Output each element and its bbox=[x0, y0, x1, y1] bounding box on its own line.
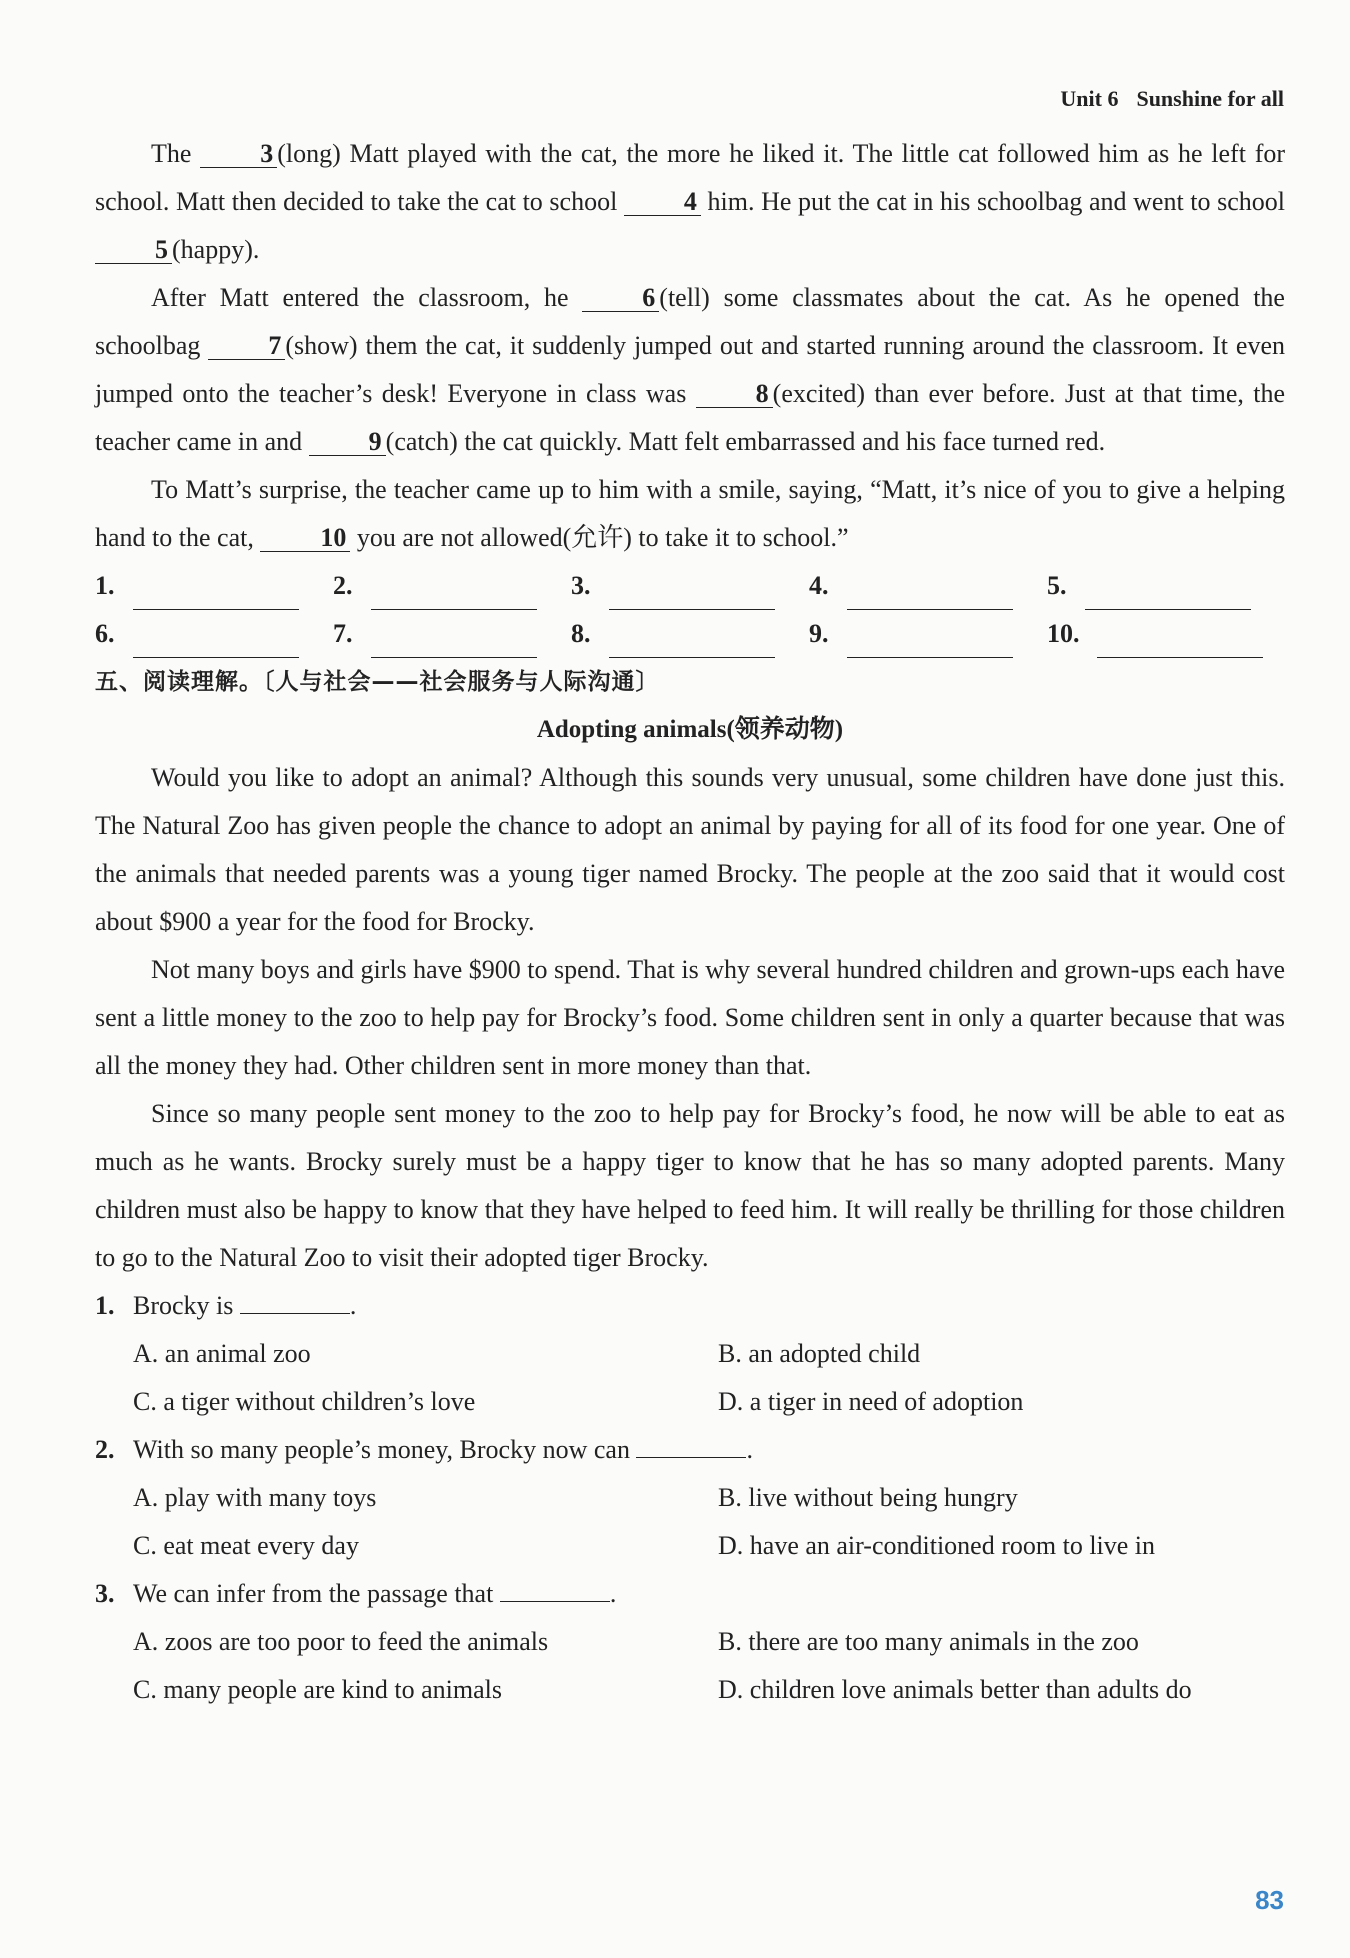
question-end: . bbox=[746, 1435, 753, 1464]
text: (catch) the cat quickly. Matt felt embarrassed and his face turned red. bbox=[385, 427, 1106, 456]
answer-number: 7. bbox=[333, 619, 353, 648]
text: The bbox=[151, 139, 201, 168]
unit-title: Sunshine for all bbox=[1136, 86, 1284, 111]
answer-slot[interactable] bbox=[809, 610, 1047, 658]
text: you are not allowed(允许) to take it to school.” bbox=[350, 523, 849, 552]
reading-paragraph-3: Since so many people sent money to the zoo to help pay for Brocky’s food, he now will be able to eat as much as he wants. Brocky surely must be a happy tiger to know that he has so many adopted parents. Many children must also be happy to know that they have helped to feed him. It will really be thrilling for those children to go to the Natural Zoo to visit their adopted tiger Brocky. bbox=[95, 1099, 1285, 1272]
question-stem: We can infer from the passage that bbox=[133, 1579, 500, 1608]
text: (tell) some classmates about the cat. As he opened the schoolbag bbox=[95, 283, 1285, 360]
option-a[interactable]: A. an animal zoo bbox=[133, 1339, 311, 1368]
blank-7[interactable]: 7 bbox=[208, 333, 285, 360]
question-3 bbox=[95, 1570, 1285, 1714]
option-c[interactable]: C. many people are kind to animals bbox=[133, 1675, 502, 1704]
blank-4[interactable]: 4 bbox=[624, 189, 701, 216]
blank-9[interactable]: 9 bbox=[309, 429, 386, 456]
answer-number: 5. bbox=[1047, 571, 1067, 600]
option-d[interactable]: D. have an air-conditioned room to live in bbox=[718, 1531, 1156, 1560]
question-1 bbox=[95, 1282, 1285, 1426]
text: (happy). bbox=[172, 235, 260, 264]
blank-5[interactable]: 5 bbox=[95, 237, 172, 264]
passage-title: Adopting animals(领养动物) bbox=[536, 716, 844, 743]
cloze-paragraph-3 bbox=[95, 466, 1285, 562]
blank-6[interactable]: 6 bbox=[582, 285, 659, 312]
answer-slot[interactable] bbox=[571, 610, 809, 658]
cloze-paragraph-1 bbox=[95, 130, 1285, 274]
answer-slot[interactable] bbox=[1047, 610, 1285, 658]
answer-number: 9. bbox=[809, 619, 829, 648]
unit-label: Unit 6 bbox=[1060, 86, 1119, 111]
option-d[interactable]: D. children love animals better than adults do bbox=[718, 1675, 1192, 1704]
question-blank[interactable] bbox=[240, 1291, 350, 1314]
question-number: 3. bbox=[95, 1579, 115, 1608]
page-header bbox=[1060, 86, 1284, 112]
question-end: . bbox=[349, 1291, 357, 1320]
reading-paragraph-2: Not many boys and girls have $900 to spend. That is why several hundred children and grown-ups each have sent a little money to the zoo to help pay for Brocky’s food. Some children sent in only a quarter because that was all the money they had. Other children sent in more money than that. bbox=[95, 955, 1285, 1080]
page-number: 83 bbox=[1255, 1885, 1284, 1915]
question-2 bbox=[95, 1426, 1285, 1570]
answer-number: 6. bbox=[95, 619, 115, 648]
option-b[interactable]: B. an adopted child bbox=[718, 1339, 921, 1368]
answer-number: 1. bbox=[95, 571, 115, 600]
answer-number: 4. bbox=[809, 571, 829, 600]
text: (excited) than ever before. Just at that time, the teacher came in and bbox=[95, 379, 1285, 456]
option-b[interactable]: B. there are too many animals in the zoo bbox=[718, 1627, 1139, 1656]
question-blank[interactable] bbox=[500, 1579, 610, 1602]
answer-row-2 bbox=[95, 610, 1285, 658]
answer-slot[interactable] bbox=[571, 562, 809, 610]
option-a[interactable]: A. zoos are too poor to feed the animals bbox=[133, 1627, 549, 1656]
answer-slot[interactable] bbox=[95, 562, 333, 610]
answer-row-1 bbox=[95, 562, 1285, 610]
text: him. He put the cat in his schoolbag and went to school bbox=[700, 187, 1285, 216]
answer-slot[interactable] bbox=[95, 610, 333, 658]
reading-paragraph-1: Would you like to adopt an animal? Although this sounds very unusual, some children have done just this. The Natural Zoo has given people the chance to adopt an animal by paying for all of its food for one year. One of the animals that needed parents was a young tiger named Brocky. The people at the zoo said that it would cost about $900 a year for the food for Brocky. bbox=[95, 763, 1285, 936]
text: To Matt’s surprise, the teacher came up to him with a smile, saying, “Matt, it’s nice of you to give a helping hand to the cat, bbox=[95, 475, 1285, 552]
option-c[interactable]: C. eat meat every day bbox=[133, 1531, 359, 1560]
question-end: . bbox=[609, 1579, 617, 1608]
text: (long) Matt played with the cat, the more he liked it. The little cat followed him as he left for school. Matt then decided to take the cat to school bbox=[95, 139, 1286, 216]
option-b[interactable]: B. live without being hungry bbox=[718, 1483, 1018, 1512]
answer-number: 3. bbox=[571, 571, 591, 600]
answer-number: 2. bbox=[333, 571, 353, 600]
question-number: 2. bbox=[95, 1435, 115, 1464]
blank-10[interactable]: 10 bbox=[260, 525, 350, 552]
answer-slot[interactable] bbox=[333, 610, 571, 658]
answer-slot[interactable] bbox=[333, 562, 571, 610]
section-heading: 五、阅读理解。〔人与社会——社会服务与人际沟通〕 bbox=[95, 669, 660, 695]
text: (show) them the cat, it suddenly jumped out and started running around the classroom. It even jumped onto the teacher’s desk! Everyone in class was bbox=[95, 331, 1285, 408]
page-content bbox=[95, 130, 1285, 1714]
answer-slot[interactable] bbox=[1047, 562, 1285, 610]
answer-number: 8. bbox=[571, 619, 591, 648]
question-blank[interactable] bbox=[636, 1435, 746, 1458]
cloze-paragraph-2 bbox=[95, 274, 1285, 466]
option-a[interactable]: A. play with many toys bbox=[133, 1483, 377, 1512]
blank-8[interactable]: 8 bbox=[696, 381, 773, 408]
answer-slot[interactable] bbox=[809, 562, 1047, 610]
text: After Matt entered the classroom, he bbox=[151, 283, 583, 312]
option-c[interactable]: C. a tiger without children’s love bbox=[133, 1387, 476, 1416]
blank-3[interactable]: 3 bbox=[200, 141, 277, 168]
question-stem: With so many people’s money, Brocky now can bbox=[133, 1435, 637, 1464]
answer-number: 10. bbox=[1047, 619, 1080, 648]
option-d[interactable]: D. a tiger in need of adoption bbox=[718, 1387, 1024, 1416]
question-stem: Brocky is bbox=[133, 1291, 240, 1320]
question-number: 1. bbox=[95, 1291, 115, 1320]
